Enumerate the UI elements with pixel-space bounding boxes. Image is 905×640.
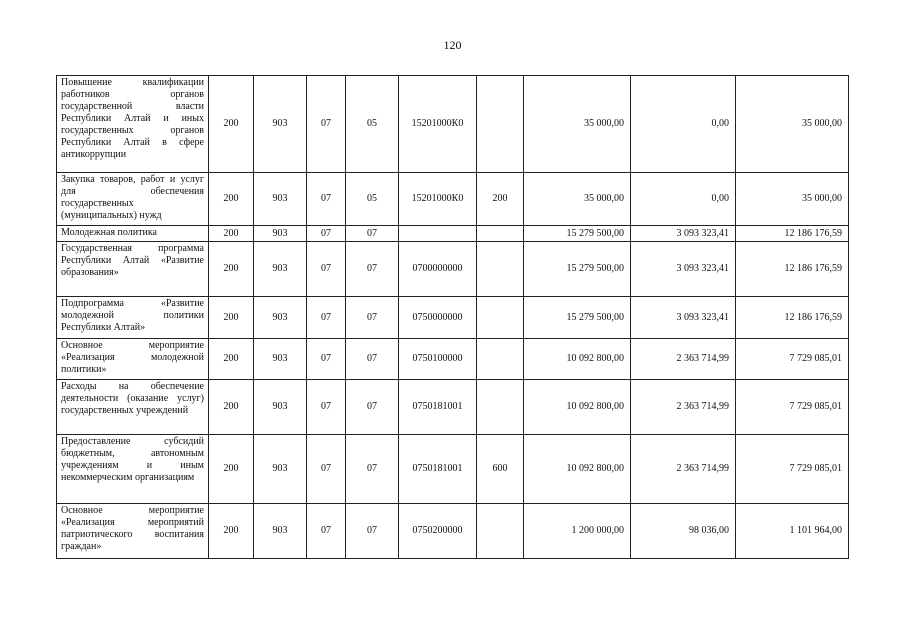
amount-executed: 0,00 [631,173,736,226]
department-code: 903 [254,297,307,339]
row-name: Расходы на обеспечение деятельности (оказание услуг) государственных учреждений [57,380,209,435]
row-name: Закупка товаров, работ и услуг для обеспечения государственных (муниципальных) нужд [57,173,209,226]
amount-remaining: 7 729 085,01 [736,435,849,504]
section-code: 07 [307,226,346,242]
department-code: 903 [254,76,307,173]
subsection-code: 07 [346,339,399,380]
target-article-code: 0750200000 [399,504,477,559]
target-article-code: 0750000000 [399,297,477,339]
department-code: 903 [254,339,307,380]
row-name: Государственная программа Республики Алтай «Развитие образования» [57,242,209,297]
section-code: 07 [307,76,346,173]
expense-type-code [477,76,524,173]
amount-executed: 3 093 323,41 [631,226,736,242]
amount-planned: 15 279 500,00 [524,242,631,297]
table-row [57,380,849,435]
table-row [57,226,849,242]
amount-remaining: 35 000,00 [736,173,849,226]
row-name: Молодежная политика [57,226,209,242]
row-name: Подпрограмма «Развитие молодежной политики Республики Алтай» [57,297,209,339]
row-name: Повышение квалификации работников органов государственной власти Республики Алтай и иных государственных органов Республики Алтай в сфере антикоррупции [57,76,209,173]
amount-executed: 0,00 [631,76,736,173]
subsection-code: 07 [346,242,399,297]
subsection-code: 07 [346,435,399,504]
subsection-code: 05 [346,76,399,173]
admin-code: 200 [209,435,254,504]
table-row [57,242,849,297]
target-article-code: 15201000К0 [399,173,477,226]
amount-remaining: 12 186 176,59 [736,226,849,242]
amount-executed: 2 363 714,99 [631,339,736,380]
table-row [57,435,849,504]
section-code: 07 [307,339,346,380]
budget-table [56,75,849,559]
expense-type-code [477,226,524,242]
admin-code: 200 [209,504,254,559]
amount-remaining: 12 186 176,59 [736,297,849,339]
admin-code: 200 [209,339,254,380]
amount-planned: 15 279 500,00 [524,297,631,339]
expense-type-code [477,504,524,559]
target-article-code: 0750181001 [399,380,477,435]
department-code: 903 [254,242,307,297]
admin-code: 200 [209,173,254,226]
expense-type-code [477,242,524,297]
table-row [57,504,849,559]
amount-planned: 10 092 800,00 [524,435,631,504]
admin-code: 200 [209,226,254,242]
amount-executed: 3 093 323,41 [631,297,736,339]
row-name: Основное мероприятие «Реализация мероприятий патриотического воспитания граждан» [57,504,209,559]
section-code: 07 [307,297,346,339]
amount-planned: 10 092 800,00 [524,380,631,435]
target-article-code: 0750100000 [399,339,477,380]
expense-type-code [477,380,524,435]
amount-executed: 3 093 323,41 [631,242,736,297]
amount-planned: 15 279 500,00 [524,226,631,242]
amount-planned: 35 000,00 [524,173,631,226]
section-code: 07 [307,242,346,297]
row-name: Основное мероприятие «Реализация молодежной политики» [57,339,209,380]
department-code: 903 [254,226,307,242]
subsection-code: 07 [346,504,399,559]
amount-remaining: 7 729 085,01 [736,380,849,435]
department-code: 903 [254,380,307,435]
amount-executed: 98 036,00 [631,504,736,559]
admin-code: 200 [209,242,254,297]
amount-executed: 2 363 714,99 [631,435,736,504]
department-code: 903 [254,435,307,504]
expense-type-code [477,339,524,380]
amount-planned: 1 200 000,00 [524,504,631,559]
amount-remaining: 1 101 964,00 [736,504,849,559]
table-row [57,297,849,339]
section-code: 07 [307,435,346,504]
department-code: 903 [254,173,307,226]
amount-executed: 2 363 714,99 [631,380,736,435]
target-article-code: 0750181001 [399,435,477,504]
row-name: Предоставление субсидий бюджетным, автономным учреждениям и иным некоммерческим организациям [57,435,209,504]
expense-type-code: 600 [477,435,524,504]
amount-planned: 10 092 800,00 [524,339,631,380]
table-row [57,76,849,173]
section-code: 07 [307,173,346,226]
amount-planned: 35 000,00 [524,76,631,173]
subsection-code: 07 [346,226,399,242]
subsection-code: 07 [346,380,399,435]
department-code: 903 [254,504,307,559]
section-code: 07 [307,380,346,435]
section-code: 07 [307,504,346,559]
expense-type-code: 200 [477,173,524,226]
amount-remaining: 12 186 176,59 [736,242,849,297]
amount-remaining: 35 000,00 [736,76,849,173]
table-row [57,173,849,226]
target-article-code: 15201000К0 [399,76,477,173]
subsection-code: 07 [346,297,399,339]
table-row [57,339,849,380]
page-number: 120 [443,38,462,52]
admin-code: 200 [209,297,254,339]
admin-code: 200 [209,76,254,173]
target-article-code: 0700000000 [399,242,477,297]
expense-type-code [477,297,524,339]
admin-code: 200 [209,380,254,435]
subsection-code: 05 [346,173,399,226]
target-article-code [399,226,477,242]
amount-remaining: 7 729 085,01 [736,339,849,380]
